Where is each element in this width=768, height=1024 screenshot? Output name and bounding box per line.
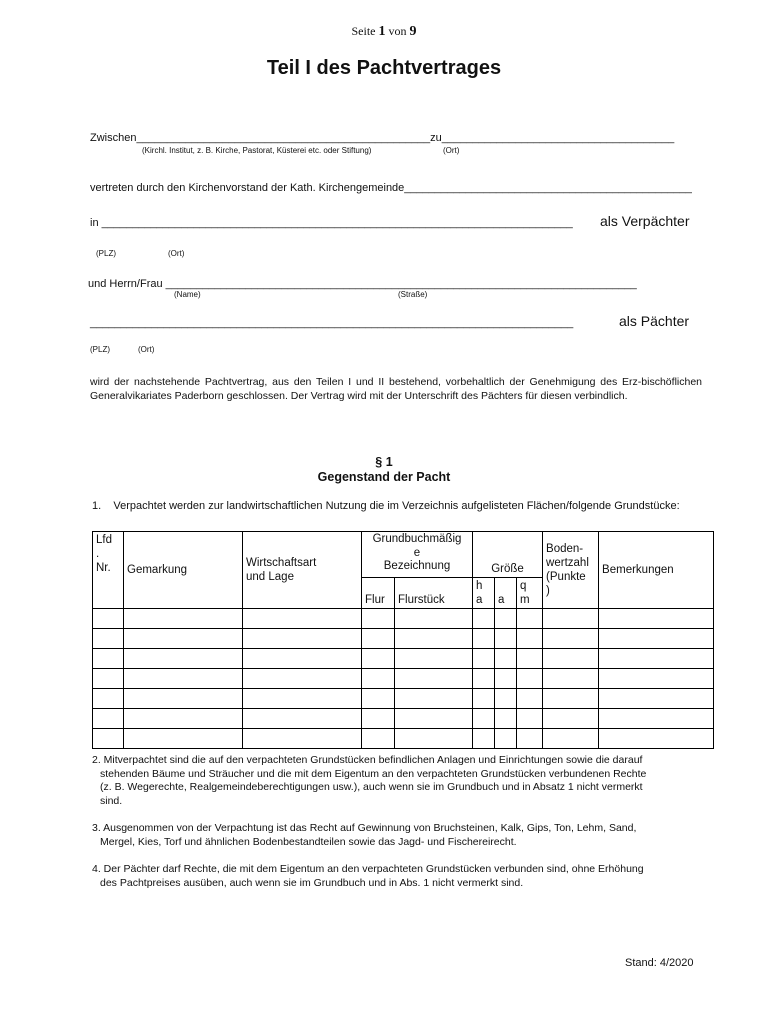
table-cell[interactable] — [362, 649, 395, 669]
clause-2-line-2: stehenden Bäume und Sträucher und die mit dem Eigentum an den verpachteten Grundstücken verbundenen Rechte — [100, 767, 647, 780]
table-cell[interactable] — [517, 709, 543, 729]
table-cell[interactable] — [517, 669, 543, 689]
table-cell[interactable] — [599, 649, 714, 669]
table-cell[interactable] — [543, 669, 599, 689]
table-cell[interactable] — [495, 649, 517, 669]
table-cell[interactable] — [93, 629, 124, 649]
table-cell[interactable] — [93, 609, 124, 629]
table-cell[interactable] — [495, 709, 517, 729]
table-cell[interactable] — [473, 729, 495, 749]
table-cell[interactable] — [362, 609, 395, 629]
table-cell[interactable] — [243, 689, 362, 709]
table-cell[interactable] — [243, 649, 362, 669]
vertreten-line — [90, 182, 692, 194]
verpaechter-line — [90, 217, 573, 229]
zwischen-field[interactable]: ________________________________________________ — [136, 132, 431, 144]
zwischen-line — [90, 132, 674, 144]
table-cell[interactable] — [543, 649, 599, 669]
ort-hint-2: (Ort) — [168, 249, 185, 258]
table-cell[interactable] — [93, 649, 124, 669]
table-cell[interactable] — [362, 669, 395, 689]
section-heading: Gegenstand der Pacht — [317, 470, 451, 484]
table-cell[interactable] — [124, 609, 243, 629]
table-row — [93, 669, 714, 689]
clause-3-line-1: 3. Ausgenommen von der Verpachtung ist das Recht auf Gewinnung von Bruchsteinen, Kalk, Gips, Ton, Lehm, Sand, — [92, 822, 637, 834]
col-groesse: Größe — [473, 532, 543, 578]
table-cell[interactable] — [395, 629, 473, 649]
table-cell[interactable] — [599, 629, 714, 649]
table-cell[interactable] — [395, 729, 473, 749]
table-cell[interactable] — [395, 669, 473, 689]
als-verpaechter-label: als Verpächter — [600, 213, 690, 229]
table-cell[interactable] — [543, 609, 599, 629]
table-cell[interactable] — [362, 689, 395, 709]
col-wirtschaftsart: Wirtschaftsart und Lage — [243, 532, 362, 609]
clause-1-number: 1. — [92, 500, 102, 512]
table-cell[interactable] — [124, 729, 243, 749]
table-cell[interactable] — [473, 689, 495, 709]
table-cell[interactable] — [495, 629, 517, 649]
table-cell[interactable] — [473, 649, 495, 669]
table-cell[interactable] — [124, 669, 243, 689]
table-cell[interactable] — [243, 609, 362, 629]
table-cell[interactable] — [124, 629, 243, 649]
zu-field[interactable]: ______________________________________ — [441, 132, 675, 144]
table-cell[interactable] — [243, 629, 362, 649]
clause-1 — [92, 500, 680, 512]
table-cell[interactable] — [93, 669, 124, 689]
table-cell[interactable] — [517, 629, 543, 649]
table-row — [93, 689, 714, 709]
col-qm: q m — [517, 578, 543, 609]
clause-2-line-4: sind. — [100, 794, 123, 807]
table-cell[interactable] — [93, 729, 124, 749]
table-cell[interactable] — [543, 629, 599, 649]
table-cell[interactable] — [473, 709, 495, 729]
table-cell[interactable] — [124, 709, 243, 729]
table-cell[interactable] — [93, 689, 124, 709]
col-bemerkungen: Bemerkungen — [599, 532, 714, 609]
col-flur: Flur — [362, 578, 395, 609]
table-cell[interactable] — [517, 609, 543, 629]
table-cell[interactable] — [243, 669, 362, 689]
zwischen-label: Zwischen — [90, 132, 137, 144]
table-cell[interactable] — [495, 609, 517, 629]
ort-hint-3: (Ort) — [138, 345, 155, 354]
stand-footer: Stand: 4/2020 — [625, 957, 694, 969]
paechter-name-field[interactable]: _____________________________________________________________________________ — [165, 278, 637, 290]
table-row — [93, 629, 714, 649]
table-cell[interactable] — [599, 609, 714, 629]
table-cell[interactable] — [599, 729, 714, 749]
table-row — [93, 729, 714, 749]
table-cell[interactable] — [124, 689, 243, 709]
paechter-address-field[interactable]: _______________________________________________________________________________ — [90, 317, 574, 329]
clause-4 — [92, 863, 722, 890]
table-cell[interactable] — [543, 689, 599, 709]
ort-hint: (Ort) — [443, 146, 460, 155]
vertreten-label: vertreten durch den Kirchenvorstand der Kath. Kirchengemeinde — [90, 182, 405, 194]
als-paechter-label: als Pächter — [619, 313, 690, 329]
plz-hint: (PLZ) — [96, 249, 116, 258]
table-cell[interactable] — [93, 709, 124, 729]
clause-3 — [92, 822, 722, 849]
table-cell[interactable] — [599, 669, 714, 689]
clause-2 — [92, 754, 722, 808]
table-cell[interactable] — [543, 709, 599, 729]
table-cell[interactable] — [473, 609, 495, 629]
in-label: in — [90, 217, 99, 229]
verpaechter-address-field[interactable]: _____________________________________________________________________________ — [101, 217, 573, 229]
table-cell[interactable] — [395, 689, 473, 709]
table-cell[interactable] — [517, 649, 543, 669]
table-cell[interactable] — [362, 629, 395, 649]
table-cell[interactable] — [543, 729, 599, 749]
intro-paragraph: wird der nachstehende Pachtvertrag, aus den Teilen I und II bestehend, vorbehaltlich der Genehmigung des Erz-bischöflichen Generalvikariates Paderborn geschlossen. Der Vertrag wird mit der Unterschrift des Pächters für diesen verbindlich. — [90, 376, 702, 402]
clause-1-text: Verpachtet werden zur landwirtschaftlichen Nutzung die im Verzeichnis aufgelisteten Flächen/folgende Grundstücke: — [113, 500, 680, 512]
clause-4-line-2: des Pachtpreises ausüben, auch wenn sie im Grundbuch und in Abs. 1 nicht vermerkt sind. — [100, 876, 524, 889]
table-cell[interactable] — [473, 669, 495, 689]
col-a: a — [495, 578, 517, 609]
table-cell[interactable] — [395, 609, 473, 629]
table-cell[interactable] — [395, 709, 473, 729]
table-cell[interactable] — [362, 729, 395, 749]
table-row — [93, 609, 714, 629]
document-title: Teil I des Pachtvertrages — [266, 57, 502, 79]
clause-2-line-1: 2. Mitverpachtet sind die auf den verpachteten Grundstücken befindlichen Anlagen und Einrichtungen sowie die darauf — [92, 754, 643, 766]
kirchengemeinde-field[interactable]: _______________________________________________ — [404, 182, 692, 194]
plz-hint-2: (PLZ) — [90, 345, 110, 354]
table-cell[interactable] — [243, 709, 362, 729]
institution-hint: (Kirchl. Institut, z. B. Kirche, Pastorat, Küsterei etc. oder Stiftung) — [142, 146, 372, 155]
table-cell[interactable] — [243, 729, 362, 749]
name-hint: (Name) — [174, 290, 201, 299]
col-ha: h a — [473, 578, 495, 609]
table-cell[interactable] — [473, 629, 495, 649]
table-cell[interactable] — [599, 689, 714, 709]
col-bodenwertzahl: Boden- wertzahl (Punkte ) — [543, 532, 599, 609]
table-cell[interactable] — [495, 669, 517, 689]
strasse-hint: (Straße) — [398, 290, 428, 299]
col-gemarkung: Gemarkung — [124, 532, 243, 609]
col-lfd-nr: Lfd . Nr. — [93, 532, 124, 609]
paechter-name-line — [88, 278, 637, 290]
grundstueck-table — [92, 531, 714, 749]
zu-label: zu — [430, 132, 442, 144]
table-row — [93, 709, 714, 729]
table-cell[interactable] — [124, 649, 243, 669]
herr-frau-label: und Herrn/Frau — [88, 278, 163, 290]
table-cell[interactable] — [599, 709, 714, 729]
table-row — [93, 649, 714, 669]
table-cell[interactable] — [495, 729, 517, 749]
table-cell[interactable] — [517, 689, 543, 709]
clause-4-line-1: 4. Der Pächter darf Rechte, die mit dem Eigentum an den verpachteten Grundstücken verbunden sind, ohne Erhöhung — [92, 863, 644, 875]
table-cell[interactable] — [395, 649, 473, 669]
table-cell[interactable] — [362, 709, 395, 729]
col-grundbuch: Grundbuchmäßig e Bezeichnung — [362, 532, 473, 578]
table-cell[interactable] — [495, 689, 517, 709]
col-flurstueck: Flurstück — [395, 578, 473, 609]
table-cell[interactable] — [517, 729, 543, 749]
page-number: Seite 1 von 9 — [351, 24, 417, 39]
clause-2-line-3: (z. B. Wegerechte, Realgemeindeberechtigungen usw.), auch wenn sie im Grundbuch und in Absatz 1 nicht vermerkt — [100, 781, 643, 793]
clause-3-line-2: Mergel, Kies, Torf und ähnlichen Bodenbestandteilen sowie das Jagd- und Fischereirecht. — [100, 835, 517, 848]
section-number: § 1 — [375, 455, 393, 469]
